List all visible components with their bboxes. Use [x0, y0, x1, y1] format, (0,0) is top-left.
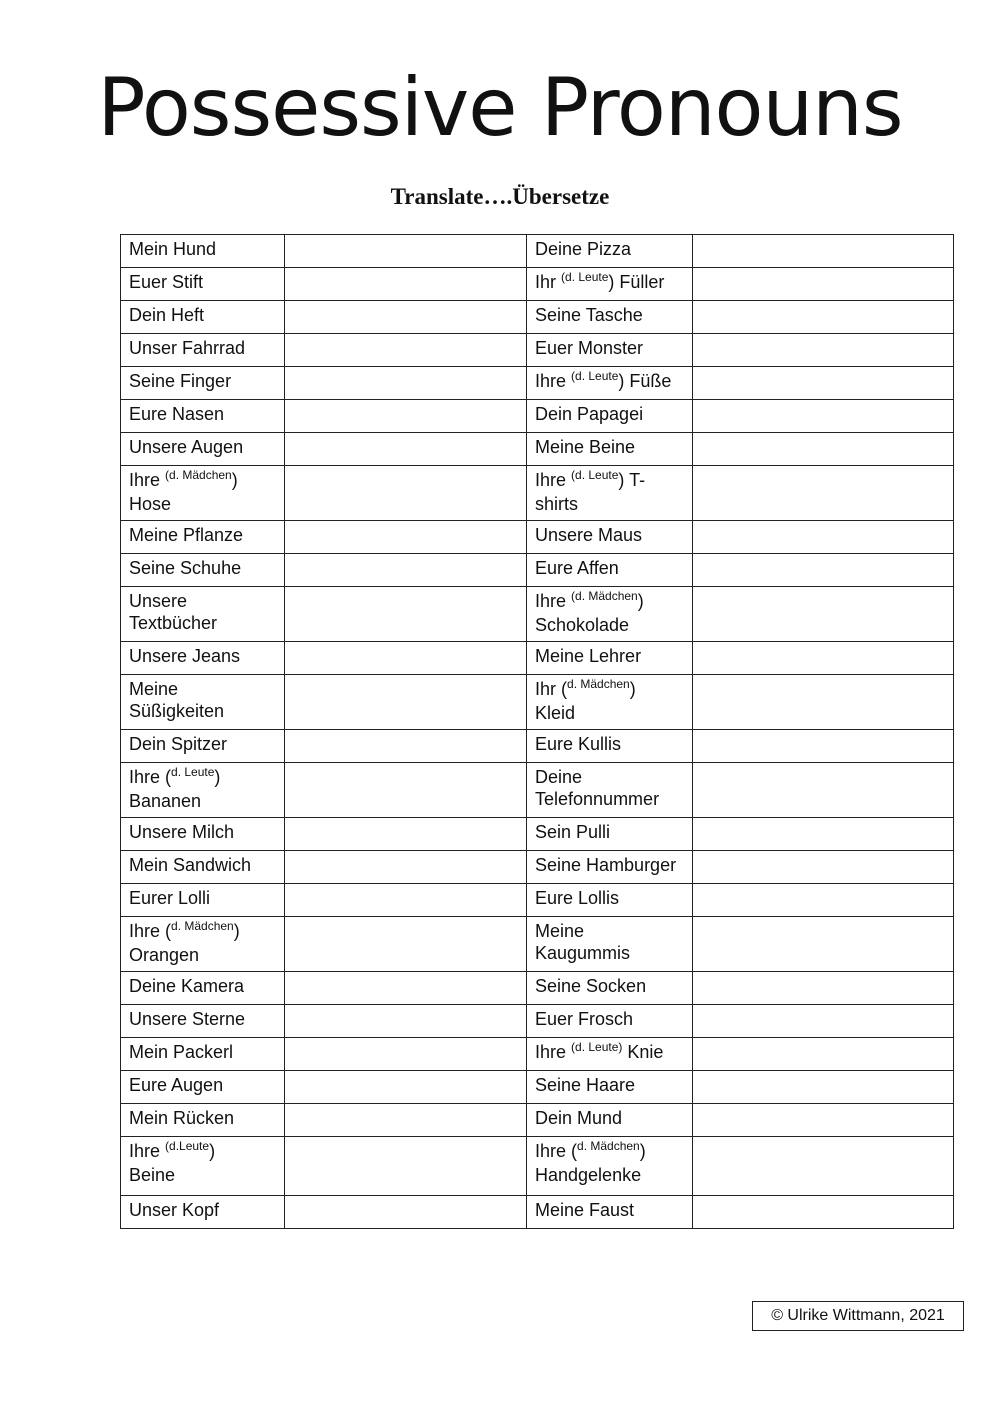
answer-cell-left[interactable]: [285, 730, 527, 763]
german-phrase-left: [121, 763, 285, 818]
phrase-text: Unser Fahrrad: [129, 338, 246, 358]
phrase-text: Meine Pflanze: [129, 525, 244, 545]
phrase-text: Ihre (: [129, 767, 172, 787]
translation-table: [120, 234, 954, 1229]
german-phrase-left: [121, 433, 285, 466]
phrase-note: (d.Leute: [165, 1139, 210, 1153]
table-row: [121, 642, 954, 675]
answer-cell-right[interactable]: [693, 1005, 954, 1038]
table-row: [121, 818, 954, 851]
german-phrase-left: [121, 268, 285, 301]
german-phrase-left: [121, 1196, 285, 1229]
copyright-notice: © Ulrike Wittmann, 2021: [752, 1301, 964, 1331]
phrase-text: Ihre: [535, 591, 572, 611]
answer-cell-right[interactable]: [693, 1038, 954, 1071]
answer-cell-left[interactable]: [285, 587, 527, 642]
answer-cell-right[interactable]: [693, 334, 954, 367]
answer-cell-right[interactable]: [693, 763, 954, 818]
phrase-text: Ihre: [535, 470, 572, 490]
answer-cell-left[interactable]: [285, 1038, 527, 1071]
table-row: [121, 521, 954, 554]
phrase-text: Ihre: [535, 1042, 572, 1062]
phrase-text: Mein Sandwich: [129, 855, 252, 875]
table-row: [121, 851, 954, 884]
german-phrase-left: [121, 818, 285, 851]
phrase-note: (d. Leute: [571, 468, 619, 482]
german-phrase-left: [121, 675, 285, 730]
phrase-text: Meine Faust: [535, 1200, 635, 1220]
table-row: [121, 367, 954, 400]
german-phrase-left: [121, 1104, 285, 1137]
phrase-text: Dein Papagei: [535, 404, 644, 424]
answer-cell-left[interactable]: [285, 1137, 527, 1196]
answer-cell-right[interactable]: [693, 1137, 954, 1196]
phrase-text: Ihre (: [535, 1141, 578, 1161]
answer-cell-left[interactable]: [285, 675, 527, 730]
answer-cell-right[interactable]: [693, 587, 954, 642]
german-phrase-right: [527, 301, 693, 334]
answer-cell-left[interactable]: [285, 763, 527, 818]
german-phrase-left: [121, 1071, 285, 1104]
answer-cell-left[interactable]: [285, 433, 527, 466]
table-row: [121, 1071, 954, 1104]
answer-cell-right[interactable]: [693, 301, 954, 334]
page-title: Possessive Pronouns: [97, 61, 903, 154]
german-phrase-left: [121, 521, 285, 554]
phrase-text: Ihr: [535, 272, 562, 292]
answer-cell-left[interactable]: [285, 851, 527, 884]
phrase-text: Eure Affen: [535, 558, 619, 578]
german-phrase-right: [527, 400, 693, 433]
answer-cell-left[interactable]: [285, 972, 527, 1005]
table-row: [121, 1196, 954, 1229]
phrase-text: Seine Hamburger: [535, 855, 677, 875]
answer-cell-left[interactable]: [285, 268, 527, 301]
table-row: [121, 1005, 954, 1038]
german-phrase-right: [527, 1196, 693, 1229]
phrase-text: Eure Nasen: [129, 404, 225, 424]
phrase-text: ) Füße: [618, 371, 672, 391]
answer-cell-left[interactable]: [285, 466, 527, 521]
phrase-text: Mein Rücken: [129, 1108, 235, 1128]
german-phrase-right: [527, 917, 693, 972]
phrase-note: (d. Leute: [571, 369, 619, 383]
german-phrase-left: [121, 400, 285, 433]
phrase-text: ) Handgelenke: [535, 1141, 646, 1185]
answer-cell-right[interactable]: [693, 1104, 954, 1137]
phrase-text: ) T- shirts: [535, 470, 646, 514]
table-row: [121, 917, 954, 972]
german-phrase-left: [121, 1137, 285, 1196]
german-phrase-right: [527, 730, 693, 763]
table-row: [121, 675, 954, 730]
answer-cell-right[interactable]: [693, 1196, 954, 1229]
answer-cell-left[interactable]: [285, 884, 527, 917]
answer-cell-right[interactable]: [693, 554, 954, 587]
phrase-text: Ihre: [535, 371, 572, 391]
answer-cell-left[interactable]: [285, 521, 527, 554]
phrase-note: (d. Leute): [571, 1040, 623, 1054]
phrase-text: Dein Heft: [129, 305, 205, 325]
answer-cell-left[interactable]: [285, 642, 527, 675]
phrase-note: (d. Mädchen: [165, 468, 232, 482]
table-row: [121, 730, 954, 763]
answer-cell-left[interactable]: [285, 301, 527, 334]
answer-cell-right[interactable]: [693, 433, 954, 466]
table-row: [121, 587, 954, 642]
phrase-text: Dein Mund: [535, 1108, 623, 1128]
table-row: [121, 268, 954, 301]
german-phrase-left: [121, 642, 285, 675]
phrase-note: (d. Leute: [561, 270, 609, 284]
phrase-text: Euer Monster: [535, 338, 644, 358]
phrase-text: Eure Augen: [129, 1075, 224, 1095]
german-phrase-left: [121, 301, 285, 334]
german-phrase-left: [121, 587, 285, 642]
answer-cell-left[interactable]: [285, 400, 527, 433]
german-phrase-right: [527, 334, 693, 367]
german-phrase-left: [121, 917, 285, 972]
table-row: [121, 554, 954, 587]
german-phrase-right: [527, 1038, 693, 1071]
phrase-text: Knie: [622, 1042, 664, 1062]
phrase-text: Euer Stift: [129, 272, 204, 292]
phrase-note: d. Leute: [171, 765, 215, 779]
phrase-note: d. Mädchen: [577, 1139, 640, 1153]
german-phrase-right: [527, 1005, 693, 1038]
phrase-text: Unsere Maus: [535, 525, 643, 545]
german-phrase-right: [527, 675, 693, 730]
german-phrase-left: [121, 334, 285, 367]
german-phrase-right: [527, 554, 693, 587]
answer-cell-left[interactable]: [285, 1005, 527, 1038]
phrase-text: Meine Beine: [535, 437, 636, 457]
german-phrase-right: [527, 1071, 693, 1104]
german-phrase-left: [121, 972, 285, 1005]
phrase-text: ) Füller: [608, 272, 665, 292]
answer-cell-right[interactable]: [693, 367, 954, 400]
table-row: [121, 884, 954, 917]
phrase-text: ) Hose: [129, 470, 238, 514]
phrase-text: Mein Packerl: [129, 1042, 234, 1062]
phrase-text: Seine Tasche: [535, 305, 643, 325]
german-phrase-left: [121, 884, 285, 917]
phrase-text: Seine Schuhe: [129, 558, 242, 578]
phrase-text: Seine Finger: [129, 371, 232, 391]
answer-cell-right[interactable]: [693, 730, 954, 763]
answer-cell-left[interactable]: [285, 818, 527, 851]
answer-cell-left[interactable]: [285, 1196, 527, 1229]
german-phrase-right: [527, 642, 693, 675]
answer-cell-right[interactable]: [693, 818, 954, 851]
phrase-text: Seine Haare: [535, 1075, 636, 1095]
german-phrase-left: [121, 1005, 285, 1038]
phrase-text: ) Beine: [129, 1141, 216, 1185]
phrase-text: Sein Pulli: [535, 822, 611, 842]
phrase-text: Unsere Textbücher: [129, 591, 218, 633]
answer-cell-right[interactable]: [693, 235, 954, 268]
phrase-text: Unsere Sterne: [129, 1009, 246, 1029]
phrase-text: Ihr (: [535, 679, 568, 699]
table-row: [121, 1104, 954, 1137]
phrase-text: Ihre: [129, 1141, 166, 1161]
answer-cell-right[interactable]: [693, 521, 954, 554]
phrase-text: ) Bananen: [129, 767, 221, 811]
german-phrase-right: [527, 884, 693, 917]
phrase-note: (d. Mädchen: [571, 589, 638, 603]
table-row: [121, 301, 954, 334]
german-phrase-right: [527, 818, 693, 851]
answer-cell-left[interactable]: [285, 554, 527, 587]
answer-cell-left[interactable]: [285, 1104, 527, 1137]
phrase-note: d. Mädchen: [567, 677, 630, 691]
phrase-text: Meine Kaugummis: [535, 921, 631, 963]
table-row: [121, 400, 954, 433]
answer-cell-right[interactable]: [693, 1071, 954, 1104]
german-phrase-right: [527, 433, 693, 466]
german-phrase-right: [527, 235, 693, 268]
phrase-text: Unsere Augen: [129, 437, 244, 457]
table-row: [121, 972, 954, 1005]
table-row: [121, 1038, 954, 1071]
answer-cell-right[interactable]: [693, 972, 954, 1005]
german-phrase-left: [121, 367, 285, 400]
table-row: [121, 433, 954, 466]
phrase-note: d. Mädchen: [171, 919, 234, 933]
table-row: [121, 466, 954, 521]
answer-cell-left[interactable]: [285, 367, 527, 400]
answer-cell-right[interactable]: [693, 917, 954, 972]
phrase-text: ) Orangen: [129, 921, 240, 965]
phrase-text: Deine Telefonnummer: [535, 767, 660, 809]
phrase-text: Ihre: [129, 470, 166, 490]
answer-cell-left[interactable]: [285, 917, 527, 972]
table-row: [121, 334, 954, 367]
answer-cell-left[interactable]: [285, 334, 527, 367]
answer-cell-right[interactable]: [693, 851, 954, 884]
german-phrase-right: [527, 1104, 693, 1137]
phrase-text: Seine Socken: [535, 976, 647, 996]
answer-cell-left[interactable]: [285, 1071, 527, 1104]
german-phrase-right: [527, 1137, 693, 1196]
phrase-text: Mein Hund: [129, 239, 217, 259]
german-phrase-right: [527, 763, 693, 818]
phrase-text: Eurer Lolli: [129, 888, 211, 908]
answer-cell-right[interactable]: [693, 884, 954, 917]
german-phrase-right: [527, 367, 693, 400]
phrase-text: Unsere Milch: [129, 822, 235, 842]
phrase-text: ) Kleid: [535, 679, 636, 723]
answer-cell-right[interactable]: [693, 466, 954, 521]
instruction-subtitle: Translate….Übersetze: [390, 184, 610, 209]
german-phrase-right: [527, 268, 693, 301]
phrase-text: Meine Lehrer: [535, 646, 642, 666]
german-phrase-left: [121, 554, 285, 587]
german-phrase-right: [527, 521, 693, 554]
german-phrase-left: [121, 466, 285, 521]
german-phrase-right: [527, 972, 693, 1005]
phrase-text: Unsere Jeans: [129, 646, 241, 666]
table-row: [121, 763, 954, 818]
phrase-text: Deine Pizza: [535, 239, 632, 259]
table-row: [121, 1137, 954, 1196]
answer-cell-right[interactable]: [693, 675, 954, 730]
table-row: [121, 235, 954, 268]
german-phrase-right: [527, 587, 693, 642]
phrase-text: Ihre (: [129, 921, 172, 941]
german-phrase-right: [527, 466, 693, 521]
phrase-text: Unser Kopf: [129, 1200, 220, 1220]
german-phrase-left: [121, 851, 285, 884]
phrase-text: Deine Kamera: [129, 976, 245, 996]
german-phrase-left: [121, 730, 285, 763]
german-phrase-left: [121, 1038, 285, 1071]
phrase-text: Eure Lollis: [535, 888, 620, 908]
german-phrase-right: [527, 851, 693, 884]
phrase-text: ) Schokolade: [535, 591, 644, 635]
answer-cell-right[interactable]: [693, 268, 954, 301]
phrase-text: Dein Spitzer: [129, 734, 228, 754]
answer-cell-right[interactable]: [693, 642, 954, 675]
answer-cell-left[interactable]: [285, 235, 527, 268]
german-phrase-left: [121, 235, 285, 268]
phrase-text: Eure Kullis: [535, 734, 622, 754]
answer-cell-right[interactable]: [693, 400, 954, 433]
phrase-text: Meine Süßigkeiten: [129, 679, 225, 721]
phrase-text: Euer Frosch: [535, 1009, 634, 1029]
